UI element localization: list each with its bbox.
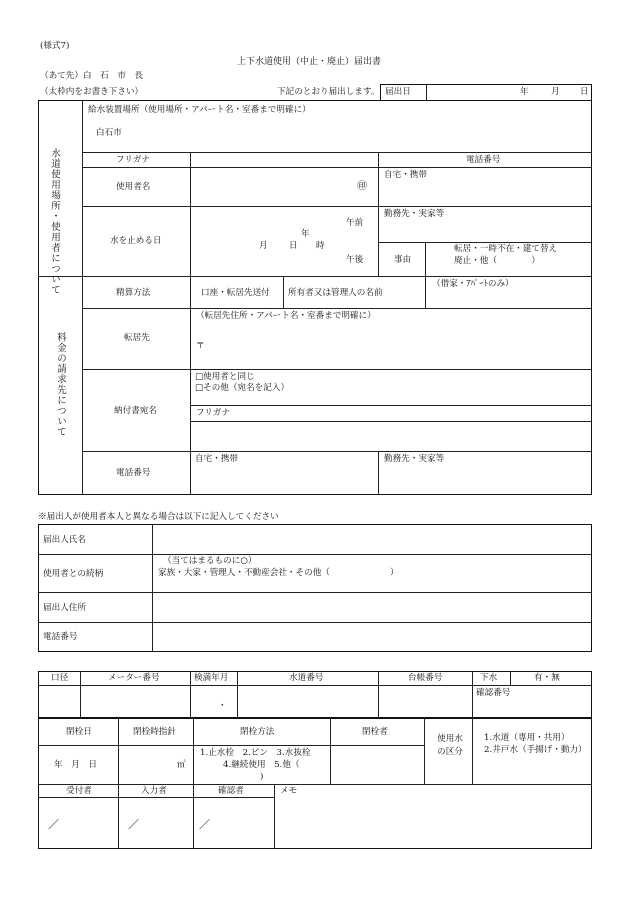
reason-options-1[interactable]: 転居・一時不在・建て替え — [454, 244, 558, 254]
close-meter-label: 閉栓時指針 — [133, 727, 176, 737]
owner-name-input[interactable] — [427, 292, 590, 307]
moving-to-label: 転居先 — [124, 333, 150, 343]
city-name: 白石市 — [96, 128, 122, 138]
receiver-slash: ／ — [48, 818, 59, 831]
location-input[interactable] — [140, 118, 588, 148]
declaration-text: 下記のとおり届出します。 — [277, 87, 380, 97]
seal-mark: ㊞ — [357, 181, 367, 192]
close-method-label: 閉栓方法 — [240, 727, 275, 737]
water-no-label: 水道番号 — [289, 673, 324, 683]
postal-mark: 〒 — [196, 341, 205, 351]
applicant-address-label: 届出人住所 — [43, 603, 86, 613]
bold-frame-note: （太枠内をお書き下さい） — [40, 87, 144, 97]
date-box[interactable] — [380, 84, 592, 101]
settlement-option-owner[interactable]: 所有者又は管理人の名前 — [288, 288, 383, 298]
user-name-label: 使用者名 — [116, 182, 151, 192]
work-family-label: 勤務先・実家等 — [384, 209, 445, 219]
date-day: 日 — [580, 87, 589, 97]
settlement-label: 精算方法 — [116, 288, 151, 298]
form-number: (様式7) — [40, 41, 70, 51]
same-as-user-checkbox[interactable]: □使用者と同じ — [195, 372, 255, 382]
user-side-label: 水道使用場所・使用者について — [49, 148, 60, 295]
water-type-2[interactable]: 2.井戸水（手揚げ・動力） — [484, 745, 587, 755]
date-month: 月 — [551, 87, 560, 97]
home-mobile-label: 自宅・携帯 — [384, 170, 427, 180]
method-options-3: ) — [260, 772, 264, 782]
billing-work-phone-input[interactable] — [380, 466, 590, 492]
ledger-no-label: 台帳番号 — [408, 673, 443, 683]
memo-label: メモ — [280, 786, 298, 796]
water-type-label: 使用水の区分 — [437, 734, 463, 757]
billing-work-family: 勤務先・実家等 — [384, 454, 445, 464]
phone-header: 電話番号 — [466, 155, 501, 165]
home-phone-input[interactable] — [380, 182, 590, 204]
reason-options-2[interactable]: 廃止・他（ ） — [454, 256, 540, 266]
applicant-name-label: 届出人氏名 — [43, 535, 86, 545]
inputter-slash: ／ — [128, 818, 139, 831]
stop-date-label: 水を止める日 — [110, 236, 162, 246]
applicant-phone-label: 電話番号 — [43, 632, 78, 642]
closer-label: 閉栓者 — [362, 727, 388, 737]
date-label: 届出日 — [385, 87, 411, 97]
user-name-input[interactable] — [192, 169, 352, 205]
recipient: （あて先）白 石 市 長 — [40, 71, 144, 81]
sewer-label: 下水 — [480, 673, 498, 683]
invoice-to-label: 納付書宛名 — [114, 406, 157, 416]
cubic-meter-unit: ㎥ — [177, 760, 186, 770]
pm-option[interactable]: 午後 — [346, 255, 364, 265]
billing-phone-label: 電話番号 — [116, 468, 151, 478]
inspect-ym-label: 検満年月 — [194, 673, 229, 683]
caliber-label: 口径 — [51, 673, 69, 683]
relation-label: 使用者との続柄 — [43, 569, 104, 579]
settlement-option-account[interactable]: 口座・転居先送付 — [201, 288, 270, 298]
applicant-address-input[interactable] — [154, 594, 590, 621]
settlement-note: （借家・ｱﾊﾟｰﾄのみ） — [432, 279, 514, 289]
stop-hour: 時 — [316, 241, 325, 251]
confirm-no-label: 確認番号 — [476, 688, 511, 698]
checker-label: 確認者 — [218, 786, 244, 796]
stop-month: 月 — [259, 241, 268, 251]
sewer-yes-no[interactable]: 有・無 — [534, 673, 560, 683]
billing-side-label: 料金の請求先について — [55, 332, 66, 437]
stop-year: 年 — [301, 229, 310, 239]
inputter-label: 入力者 — [141, 786, 167, 796]
meter-no-label: メーター番号 — [108, 673, 160, 683]
am-option[interactable]: 午前 — [346, 218, 364, 228]
close-ymd: 年 月 日 — [54, 760, 97, 770]
applicant-note: ※届出人が使用者本人と異なる場合は以下に記入してください — [38, 512, 279, 522]
invoice-name-input[interactable] — [192, 423, 588, 449]
inspect-dot: ・ — [218, 701, 227, 711]
applicant-phone-input[interactable] — [154, 624, 590, 650]
applicant-name-input[interactable] — [154, 526, 590, 553]
work-phone-input[interactable] — [380, 221, 590, 241]
relation-options[interactable]: 家族・大家・管理人・不動産会社・その他（ ） — [158, 568, 399, 578]
water-type-1[interactable]: 1.水道（専用・共用） — [484, 733, 570, 743]
billing-home-mobile: 自宅・携帯 — [195, 454, 238, 464]
billing-home-phone-input[interactable] — [192, 466, 376, 492]
reason-label: 事由 — [394, 255, 412, 265]
furigana-label: フリガナ — [116, 155, 150, 165]
method-options-2[interactable]: 4.継続使用 5.他（ — [223, 760, 300, 770]
moving-hint: （転居先住所・アパート名・室番まで明確に） — [196, 311, 376, 321]
invoice-furigana-label: フリガナ — [196, 408, 230, 418]
furigana-input[interactable] — [192, 153, 376, 166]
method-options-1[interactable]: 1.止水栓 2.ピン 3.水抜栓 — [200, 748, 311, 758]
location-label: 給水装置場所（使用場所・アパート名・室番まで明確に） — [88, 105, 311, 115]
stop-day: 日 — [289, 241, 298, 251]
form-title: 上下水道使用（中止・廃止）届出書 — [237, 57, 382, 67]
receiver-label: 受付者 — [66, 786, 92, 796]
relation-hint: （当てはまるものに○） — [163, 556, 257, 566]
date-year: 年 — [520, 87, 529, 97]
memo-input[interactable] — [276, 798, 590, 847]
checker-slash: ／ — [199, 818, 210, 831]
moving-address-input[interactable] — [208, 326, 588, 366]
other-checkbox[interactable]: □その他（宛名を記入） — [195, 383, 290, 393]
close-date-label: 閉栓日 — [66, 727, 92, 737]
